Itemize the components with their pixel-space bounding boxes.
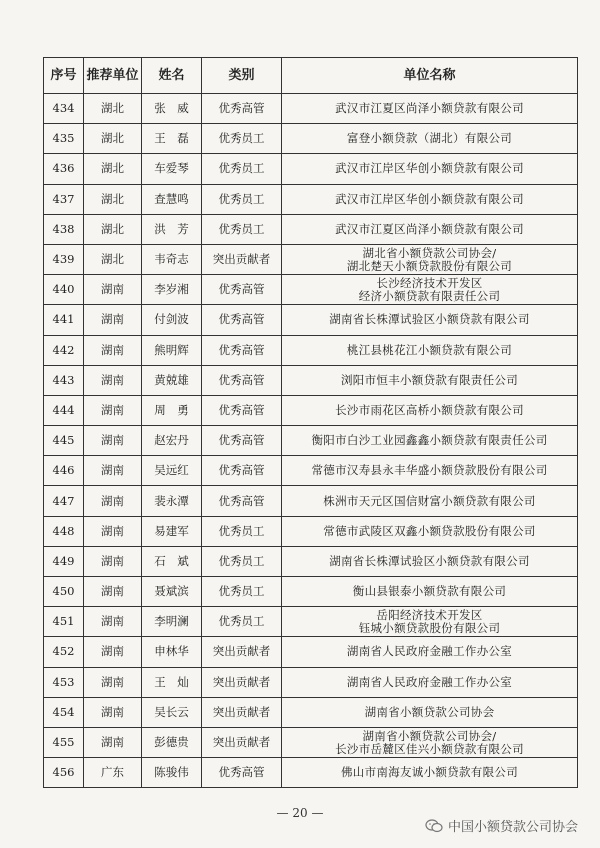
cell-name: 赵宏丹 <box>142 426 202 456</box>
cell-no: 450 <box>44 577 84 607</box>
cell-region: 湖北 <box>84 124 142 154</box>
cell-category: 优秀高管 <box>202 456 282 486</box>
cell-name: 张 威 <box>142 94 202 124</box>
cell-region: 湖南 <box>84 275 142 305</box>
cell-unit <box>282 758 578 788</box>
unit-line: 湖南省小额贷款公司协会/ <box>362 728 497 743</box>
cell-unit <box>282 426 578 456</box>
cell-name: 黄兢雄 <box>142 365 202 395</box>
cell-category: 优秀高管 <box>202 486 282 516</box>
cell-unit <box>282 667 578 697</box>
unit-line: 武汉市江夏区尚泽小额贷款有限公司 <box>335 101 524 116</box>
cell-no: 438 <box>44 214 84 244</box>
header-no: 序号 <box>44 58 84 94</box>
cell-name: 周 勇 <box>142 395 202 425</box>
cell-region: 湖北 <box>84 244 142 274</box>
cell-name: 付剑波 <box>142 305 202 335</box>
unit-line: 佛山市南海友诚小额贷款有限公司 <box>341 765 518 780</box>
unit-line: 富登小额贷款（湖北）有限公司 <box>346 131 513 146</box>
cell-region: 湖南 <box>84 667 142 697</box>
cell-region: 湖南 <box>84 456 142 486</box>
cell-no: 435 <box>44 124 84 154</box>
cell-no: 447 <box>44 486 84 516</box>
cell-name: 王 磊 <box>142 124 202 154</box>
cell-no: 454 <box>44 697 84 727</box>
cell-no: 442 <box>44 335 84 365</box>
cell-region: 广东 <box>84 758 142 788</box>
cell-unit <box>282 94 578 124</box>
table-row <box>44 154 578 184</box>
table-row <box>44 456 578 486</box>
header-unit: 单位名称 <box>282 58 578 94</box>
cell-name: 彭德贵 <box>142 727 202 757</box>
cell-region: 湖北 <box>84 184 142 214</box>
unit-line: 湖南省小额贷款公司协会 <box>364 704 495 719</box>
cell-no: 440 <box>44 275 84 305</box>
cell-category: 突出贡献者 <box>202 727 282 757</box>
table-row <box>44 577 578 607</box>
cell-name: 吴长云 <box>142 697 202 727</box>
cell-no: 456 <box>44 758 84 788</box>
cell-category: 优秀高管 <box>202 335 282 365</box>
cell-category: 优秀员工 <box>202 184 282 214</box>
cell-name: 李岁湘 <box>142 275 202 305</box>
roster-table <box>43 57 578 788</box>
cell-region: 湖北 <box>84 94 142 124</box>
unit-line: 岳阳经济技术开发区 <box>376 607 483 622</box>
cell-name: 洪 芳 <box>142 214 202 244</box>
cell-no: 453 <box>44 667 84 697</box>
cell-no: 439 <box>44 244 84 274</box>
cell-name: 易建军 <box>142 516 202 546</box>
cell-category: 突出贡献者 <box>202 244 282 274</box>
unit-line: 武汉市江岸区华创小额贷款有限公司 <box>335 191 524 206</box>
cell-region: 湖南 <box>84 577 142 607</box>
unit-line: 常德市武陵区双鑫小额贷款股份有限公司 <box>323 523 536 538</box>
table-row <box>44 697 578 727</box>
cell-no: 434 <box>44 94 84 124</box>
table-row <box>44 516 578 546</box>
unit-line: 株洲市天元区国信财富小额贷款有限公司 <box>323 493 536 508</box>
unit-line: 钰城小额贷款股份有限公司 <box>358 620 501 635</box>
cell-region: 湖北 <box>84 154 142 184</box>
watermark-text: 中国小额贷款公司协会 <box>447 820 578 835</box>
cell-unit <box>282 335 578 365</box>
cell-region: 湖南 <box>84 697 142 727</box>
cell-region: 湖南 <box>84 486 142 516</box>
cell-name: 车爱琴 <box>142 154 202 184</box>
cell-unit <box>282 214 578 244</box>
cell-unit <box>282 395 578 425</box>
cell-region: 湖南 <box>84 546 142 576</box>
cell-region: 湖南 <box>84 365 142 395</box>
unit-line: 湖北楚天小额贷款股份有限公司 <box>346 258 513 273</box>
unit-line: 武汉市江岸区华创小额贷款有限公司 <box>335 161 524 176</box>
unit-line: 长沙经济技术开发区 <box>376 275 483 290</box>
table-row <box>44 124 578 154</box>
cell-unit <box>282 275 578 305</box>
cell-no: 449 <box>44 546 84 576</box>
cell-name: 韦奇志 <box>142 244 202 274</box>
cell-name: 李明澜 <box>142 607 202 637</box>
unit-line: 浏阳市恒丰小额贷款有限责任公司 <box>341 372 518 387</box>
unit-line: 湖南省长株潭试验区小额贷款有限公司 <box>329 553 530 568</box>
cell-no: 445 <box>44 426 84 456</box>
header-category: 类别 <box>202 58 282 94</box>
cell-name: 聂斌滨 <box>142 577 202 607</box>
cell-no: 437 <box>44 184 84 214</box>
table-row <box>44 365 578 395</box>
cell-category: 优秀高管 <box>202 365 282 395</box>
cell-unit <box>282 607 578 637</box>
cell-unit <box>282 486 578 516</box>
wechat-icon <box>425 819 443 833</box>
cell-category: 优秀员工 <box>202 607 282 637</box>
cell-name: 吴远红 <box>142 456 202 486</box>
table-row <box>44 335 578 365</box>
cell-unit <box>282 456 578 486</box>
cell-unit <box>282 305 578 335</box>
cell-unit <box>282 637 578 667</box>
table-row <box>44 184 578 214</box>
cell-category: 优秀员工 <box>202 577 282 607</box>
cell-category: 优秀高管 <box>202 94 282 124</box>
unit-line: 湖南省人民政府金融工作办公室 <box>346 644 513 659</box>
cell-unit <box>282 124 578 154</box>
unit-line: 长沙市岳麓区佳兴小额贷款有限公司 <box>335 741 524 756</box>
unit-line: 常德市汉寿县永丰华盛小额贷款股份有限公司 <box>311 463 548 478</box>
cell-category: 优秀员工 <box>202 124 282 154</box>
cell-region: 湖南 <box>84 395 142 425</box>
cell-category: 优秀高管 <box>202 758 282 788</box>
cell-category: 优秀高管 <box>202 426 282 456</box>
cell-region: 湖北 <box>84 214 142 244</box>
cell-name: 石 斌 <box>142 546 202 576</box>
cell-name: 王 灿 <box>142 667 202 697</box>
cell-no: 443 <box>44 365 84 395</box>
table-row <box>44 426 578 456</box>
unit-line: 桃江县桃花江小额贷款有限公司 <box>346 342 513 357</box>
cell-name: 陈骏伟 <box>142 758 202 788</box>
cell-name: 裴永潭 <box>142 486 202 516</box>
cell-no: 441 <box>44 305 84 335</box>
table-row <box>44 607 578 637</box>
cell-unit <box>282 244 578 274</box>
cell-no: 444 <box>44 395 84 425</box>
cell-unit <box>282 365 578 395</box>
table-row <box>44 667 578 697</box>
header-name: 姓名 <box>142 58 202 94</box>
cell-region: 湖南 <box>84 516 142 546</box>
unit-line: 长沙市雨花区高桥小额贷款有限公司 <box>335 402 524 417</box>
cell-region: 湖南 <box>84 607 142 637</box>
cell-category: 优秀员工 <box>202 154 282 184</box>
cell-category: 突出贡献者 <box>202 697 282 727</box>
cell-region: 湖南 <box>84 335 142 365</box>
table-row <box>44 727 578 757</box>
cell-category: 突出贡献者 <box>202 667 282 697</box>
cell-unit <box>282 577 578 607</box>
table-row <box>44 486 578 516</box>
unit-line: 湖南省长株潭试验区小额贷款有限公司 <box>329 312 530 327</box>
table-row <box>44 94 578 124</box>
cell-no: 452 <box>44 637 84 667</box>
cell-name: 查慧鸣 <box>142 184 202 214</box>
cell-category: 优秀高管 <box>202 395 282 425</box>
table-row <box>44 395 578 425</box>
cell-category: 优秀员工 <box>202 546 282 576</box>
cell-name: 申林华 <box>142 637 202 667</box>
unit-line: 湖北省小额贷款公司协会/ <box>362 245 497 260</box>
cell-no: 446 <box>44 456 84 486</box>
header-region: 推荐单位 <box>84 58 142 94</box>
unit-line: 衡阳市白沙工业园鑫鑫小额贷款有限责任公司 <box>311 433 548 448</box>
cell-unit <box>282 154 578 184</box>
cell-no: 451 <box>44 607 84 637</box>
unit-line: 武汉市江夏区尚泽小额贷款有限公司 <box>335 221 524 236</box>
table-row <box>44 244 578 274</box>
cell-region: 湖南 <box>84 426 142 456</box>
cell-region: 湖南 <box>84 305 142 335</box>
cell-region: 湖南 <box>84 637 142 667</box>
cell-no: 436 <box>44 154 84 184</box>
cell-no: 448 <box>44 516 84 546</box>
cell-category: 优秀员工 <box>202 516 282 546</box>
cell-unit <box>282 184 578 214</box>
cell-unit <box>282 697 578 727</box>
table-row <box>44 305 578 335</box>
unit-line: 经济小额贷款有限责任公司 <box>358 288 501 303</box>
unit-line: 衡山县银泰小额贷款有限公司 <box>352 584 507 599</box>
table-header-row <box>44 58 578 94</box>
table-row <box>44 275 578 305</box>
table-row <box>44 637 578 667</box>
cell-no: 455 <box>44 727 84 757</box>
cell-category: 优秀高管 <box>202 275 282 305</box>
cell-unit <box>282 727 578 757</box>
cell-category: 突出贡献者 <box>202 637 282 667</box>
cell-region: 湖南 <box>84 727 142 757</box>
table-row <box>44 546 578 576</box>
cell-category: 优秀高管 <box>202 305 282 335</box>
watermark <box>425 816 578 835</box>
cell-unit <box>282 546 578 576</box>
page-number: — 20 — <box>276 806 324 820</box>
cell-category: 优秀员工 <box>202 214 282 244</box>
table-row <box>44 758 578 788</box>
table-row <box>44 214 578 244</box>
cell-name: 熊明辉 <box>142 335 202 365</box>
unit-line: 湖南省人民政府金融工作办公室 <box>346 674 513 689</box>
table-body <box>44 94 578 788</box>
cell-unit <box>282 516 578 546</box>
